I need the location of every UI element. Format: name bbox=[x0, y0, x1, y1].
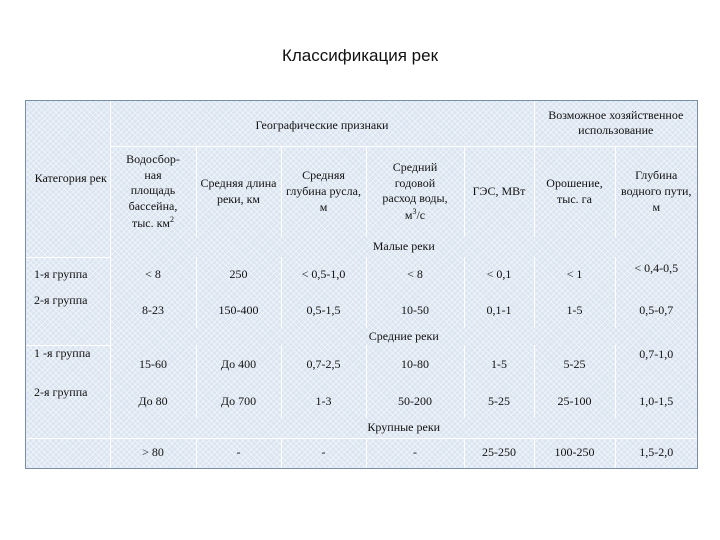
header-length: Средняя длина реки, км bbox=[196, 146, 281, 237]
cell-irrigation: 100-250 bbox=[534, 438, 615, 468]
cell-length: - bbox=[196, 438, 281, 468]
header-flow-text: расход воды, bbox=[382, 191, 448, 206]
cell-waterway: 1,5-2,0 bbox=[615, 438, 697, 468]
cell-length: 150-400 bbox=[196, 293, 281, 328]
cell-flow: < 8 bbox=[366, 257, 464, 293]
cell-flow: - bbox=[366, 438, 464, 468]
header-area-text: ная bbox=[144, 167, 162, 182]
header-irrigation: Орошение, тыс. га bbox=[534, 146, 615, 237]
cell-irrigation: < 1 bbox=[534, 257, 615, 293]
cell-category: 2-я группа bbox=[34, 293, 88, 307]
cell-hydro: 25-250 bbox=[464, 438, 534, 468]
cell-area: До 80 bbox=[110, 385, 196, 418]
header-category: Категория рек bbox=[26, 101, 110, 257]
header-flow-text: Средний bbox=[392, 160, 438, 175]
cell-hydro: 0,1-1 bbox=[464, 293, 534, 328]
cell-flow: 10-50 bbox=[366, 293, 464, 328]
cell-category: 1-я группа bbox=[34, 267, 88, 282]
table-row bbox=[26, 345, 697, 385]
cell-depth: < 0,5-1,0 bbox=[281, 257, 366, 293]
header-area-text: тыс. км bbox=[131, 215, 171, 230]
header-basin-area bbox=[110, 146, 196, 237]
cell-depth: 0,7-2,5 bbox=[281, 345, 366, 385]
cell-hydro: 1-5 bbox=[464, 345, 534, 385]
table-row bbox=[26, 257, 697, 293]
cell-area: > 80 bbox=[110, 438, 196, 468]
cell-hydro: 5-25 bbox=[464, 385, 534, 418]
cell-depth: 0,5-1,5 bbox=[281, 293, 366, 328]
cell-area: < 8 bbox=[110, 257, 196, 293]
cell-waterway: 0,7-1,0 bbox=[615, 345, 697, 385]
section-small-rivers: Малые реки bbox=[110, 237, 697, 257]
section-medium-rivers: Средние реки bbox=[110, 328, 697, 345]
header-flow bbox=[366, 146, 464, 237]
cell-category bbox=[26, 438, 110, 468]
cell-depth: 1-3 bbox=[281, 385, 366, 418]
cell-flow: 10-80 bbox=[366, 345, 464, 385]
header-economic: Возможное хозяйственное использование bbox=[534, 101, 697, 146]
cell-irrigation: 25-100 bbox=[534, 385, 615, 418]
cell-waterway: 0,5-0,7 bbox=[615, 293, 697, 328]
header-flow-text: /с bbox=[416, 207, 426, 222]
table-row bbox=[26, 438, 697, 468]
cell-area: 15-60 bbox=[110, 345, 196, 385]
cell-hydro: < 0,1 bbox=[464, 257, 534, 293]
header-area-text: бассейна, bbox=[128, 199, 178, 214]
header-area-text: площадь bbox=[130, 183, 176, 198]
cell-category: 1 -я группа bbox=[34, 345, 91, 360]
section-large-rivers: Крупные реки bbox=[110, 418, 697, 438]
table-row bbox=[26, 293, 697, 328]
header-hydro: ГЭС, МВт bbox=[464, 146, 534, 237]
cell-depth: - bbox=[281, 438, 366, 468]
table-row bbox=[26, 385, 697, 418]
cell-length: 250 bbox=[196, 257, 281, 293]
header-geographic: Географические признаки bbox=[110, 101, 534, 146]
header-flow-sup: 3 bbox=[412, 206, 417, 216]
cell-category: 2-я группа bbox=[34, 385, 88, 399]
page-title: Классификация рек bbox=[281, 46, 439, 65]
header-area-sup: 2 bbox=[170, 214, 175, 224]
cell-irrigation: 1-5 bbox=[534, 293, 615, 328]
cell-length: До 400 bbox=[196, 345, 281, 385]
cell-flow: 50-200 bbox=[366, 385, 464, 418]
header-flow-text: м bbox=[404, 207, 413, 222]
header-area-text: Водосбор- bbox=[126, 152, 180, 167]
header-flow-text: годовой bbox=[394, 175, 436, 190]
cell-waterway: 1,0-1,5 bbox=[615, 385, 697, 418]
cell-length: До 700 bbox=[196, 385, 281, 418]
cell-waterway: < 0,4-0,5 bbox=[615, 257, 697, 293]
cell-area: 8-23 bbox=[110, 293, 196, 328]
header-waterway: Глубина водного пути, м bbox=[615, 146, 697, 237]
cell-irrigation: 5-25 bbox=[534, 345, 615, 385]
header-depth: Средняя глубина русла, м bbox=[281, 146, 366, 237]
river-classification-table bbox=[25, 100, 698, 469]
